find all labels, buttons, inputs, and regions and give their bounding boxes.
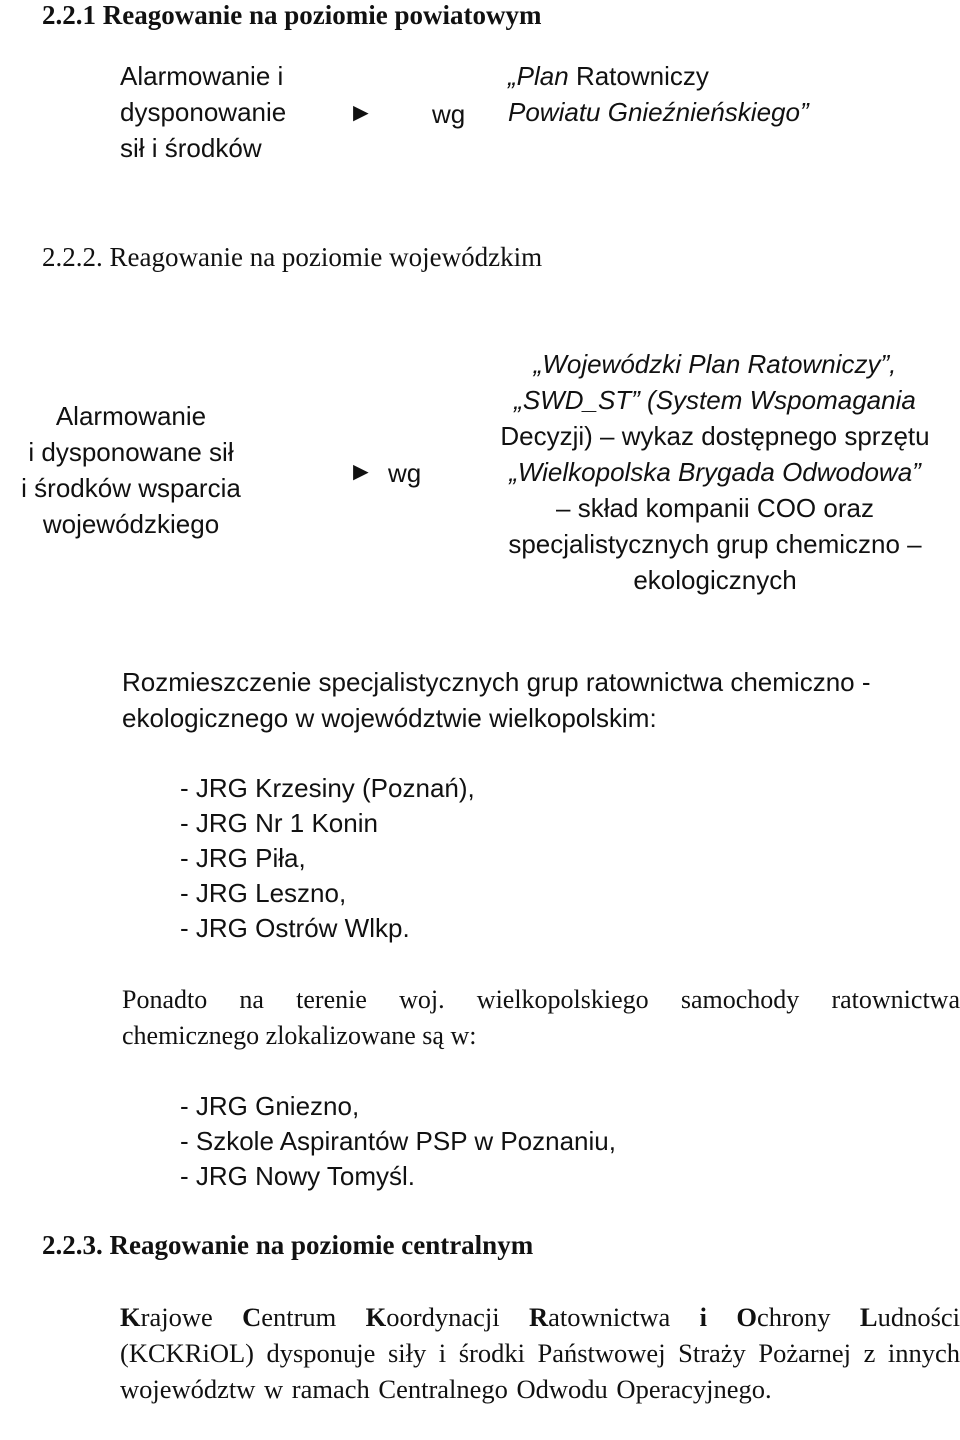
distribution-intro <box>122 664 960 736</box>
acronym-letter: K <box>365 1302 387 1332</box>
section-heading-222: 2.2.2. Reagowanie na poziomie wojewódzkim <box>42 242 543 272</box>
powiat-left-line: Alarmowanie i <box>120 61 284 91</box>
vehicles-intro-line: Ponadto na terenie woj. wielkopolskiego samochody ratownictwa <box>122 985 960 1014</box>
woj-plan-line: ekologicznych <box>633 565 797 595</box>
woj-left-line: i środków wsparcia <box>21 473 241 503</box>
woj-left-line: wojewódzkiego <box>42 509 220 539</box>
acronym-letter: i <box>699 1302 707 1332</box>
section-heading-221: 2.2.1 Reagowanie na poziomie powiatowym <box>42 0 542 30</box>
acronym-letter: K <box>120 1302 141 1332</box>
woj-plan-line: specjalistycznych grup chemiczno – <box>508 529 922 559</box>
list-item: - Szkole Aspirantów PSP w Poznaniu, <box>180 1126 616 1156</box>
powiat-plan-line: Powiatu Gnieźnieńskiego” <box>508 97 809 127</box>
list-item: - JRG Krzesiny (Poznań), <box>180 773 475 803</box>
text-fragment <box>707 1302 736 1332</box>
woj-left-text <box>0 398 262 542</box>
list-item: - JRG Gniezno, <box>180 1091 360 1121</box>
wg-label: wg <box>432 99 466 129</box>
ratowniczy-word: Ratowniczy <box>568 61 709 91</box>
acronym-letter: R <box>528 1302 549 1332</box>
distribution-intro-line: ekologicznego w województwie wielkopolskim: <box>122 703 657 733</box>
powiat-left-line: dysponowanie <box>120 97 287 127</box>
list-item: - JRG Leszno, <box>180 878 347 908</box>
woj-left-line: i dysponowane sił <box>28 437 234 467</box>
acronym-letter: O <box>736 1302 757 1332</box>
text-fragment: entrum <box>261 1302 366 1332</box>
vehicles-intro-line: chemicznego zlokalizowane są w: <box>122 1021 477 1050</box>
text-fragment: udności <box>877 1302 960 1332</box>
plan-word: Plan <box>516 61 569 91</box>
woj-plan-line: – skład kompanii COO oraz <box>556 493 874 523</box>
section-heading-223: 2.2.3. Reagowanie na poziomie centralnym <box>42 1230 534 1260</box>
list-item: - JRG Nowy Tomyśl. <box>180 1161 415 1191</box>
wg-label: wg <box>388 458 422 488</box>
arrow-right-icon: ► <box>348 456 374 486</box>
powiat-plan-reference <box>508 58 809 130</box>
woj-plan-line: „Wojewódzki Plan Ratowniczy”, <box>533 349 897 379</box>
woj-plan-reference <box>470 346 960 598</box>
distribution-intro-line: Rozmieszczenie specjalistycznych grup ratownictwa chemiczno - <box>122 667 871 697</box>
text-fragment: atownictwa <box>548 1302 700 1332</box>
text-fragment: rajowe <box>140 1302 243 1332</box>
vehicles-intro <box>122 982 960 1054</box>
woj-plan-line: „Wielkopolska Brygada Odwodowa” <box>509 457 921 487</box>
acronym-letter: L <box>859 1302 878 1332</box>
central-paragraph <box>120 1299 960 1407</box>
open-quote: „ <box>508 61 517 91</box>
text-fragment: chrony <box>756 1302 860 1332</box>
woj-plan-line: Decyzji) – wykaz dostępnego sprzętu <box>500 421 930 451</box>
powiat-left-text <box>120 58 286 166</box>
woj-plan-line: „SWD_ST” (System Wspomagania <box>514 385 916 415</box>
powiat-plan-line <box>508 58 809 94</box>
list-item: - JRG Ostrów Wlkp. <box>180 913 410 943</box>
text-fragment: (KCKRiOL) dysponuje siły i środki Państwowej Straży Pożarnej z innych województw w ramach Centralnego Odwodu Operacyjnego. <box>120 1338 960 1404</box>
woj-left-line: Alarmowanie <box>55 401 207 431</box>
vehicles-list <box>180 1089 616 1194</box>
arrow-right-icon: ► <box>348 97 374 127</box>
text-fragment: oordynacji <box>386 1302 529 1332</box>
acronym-letter: C <box>242 1302 262 1332</box>
list-item: - JRG Nr 1 Konin <box>180 808 378 838</box>
list-item: - JRG Piła, <box>180 843 306 873</box>
powiat-left-line: sił i środków <box>120 133 262 163</box>
distribution-list <box>180 771 475 946</box>
